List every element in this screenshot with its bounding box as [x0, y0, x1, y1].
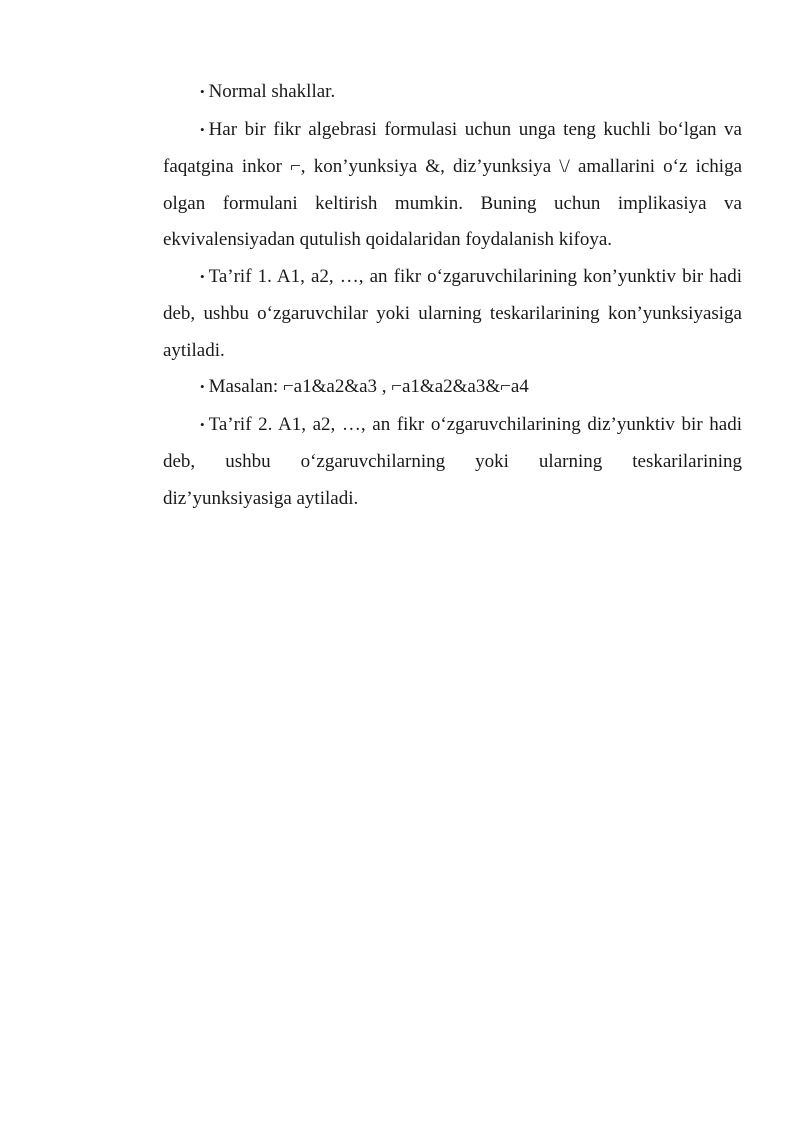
bullet-icon: •	[200, 121, 205, 137]
paragraph-definition-1	[163, 259, 742, 370]
paragraph-example	[163, 369, 742, 407]
paragraph-normal-forms	[163, 74, 742, 112]
paragraph-text: Har bir fikr algebrasi formulasi uchun unga teng kuchli bo‘lgan va faqatgina inkor ⌐, kon’yunksiya &, diz’yunksiya \/ amallarini o‘z ichiga olgan formulani keltirish mumkin. Buning uchun implikasiya va ekvivalensiyadan qutulish qoidalaridan foydalanish kifoya.	[163, 118, 742, 250]
paragraph-definition-2	[163, 407, 742, 518]
paragraph-formula-reduction	[163, 112, 742, 259]
paragraph-text: Ta’rif 2. A1, a2, …, an fikr o‘zgaruvchilarining diz’yunktiv bir hadi deb, ushbu o‘zgaruvchilarning yoki ularning teskarilarining diz’yunksiyasiga aytiladi.	[163, 413, 742, 509]
document-body	[163, 74, 742, 517]
bullet-icon: •	[200, 84, 205, 99]
paragraph-text: Masalan: ⌐a1&a2&a3 , ⌐a1&a2&a3&⌐a4	[208, 376, 529, 397]
paragraph-text: Normal shakllar.	[208, 81, 336, 102]
bullet-icon: •	[200, 379, 205, 394]
bullet-icon: •	[200, 268, 205, 284]
paragraph-text: Ta’rif 1. A1, a2, …, an fikr o‘zgaruvchilarining kon’yunktiv bir hadi deb, ushbu o‘zgaruvchilar yoki ularning teskarilarining kon’yunksiyasiga aytiladi.	[163, 265, 742, 361]
bullet-icon: •	[200, 416, 205, 432]
